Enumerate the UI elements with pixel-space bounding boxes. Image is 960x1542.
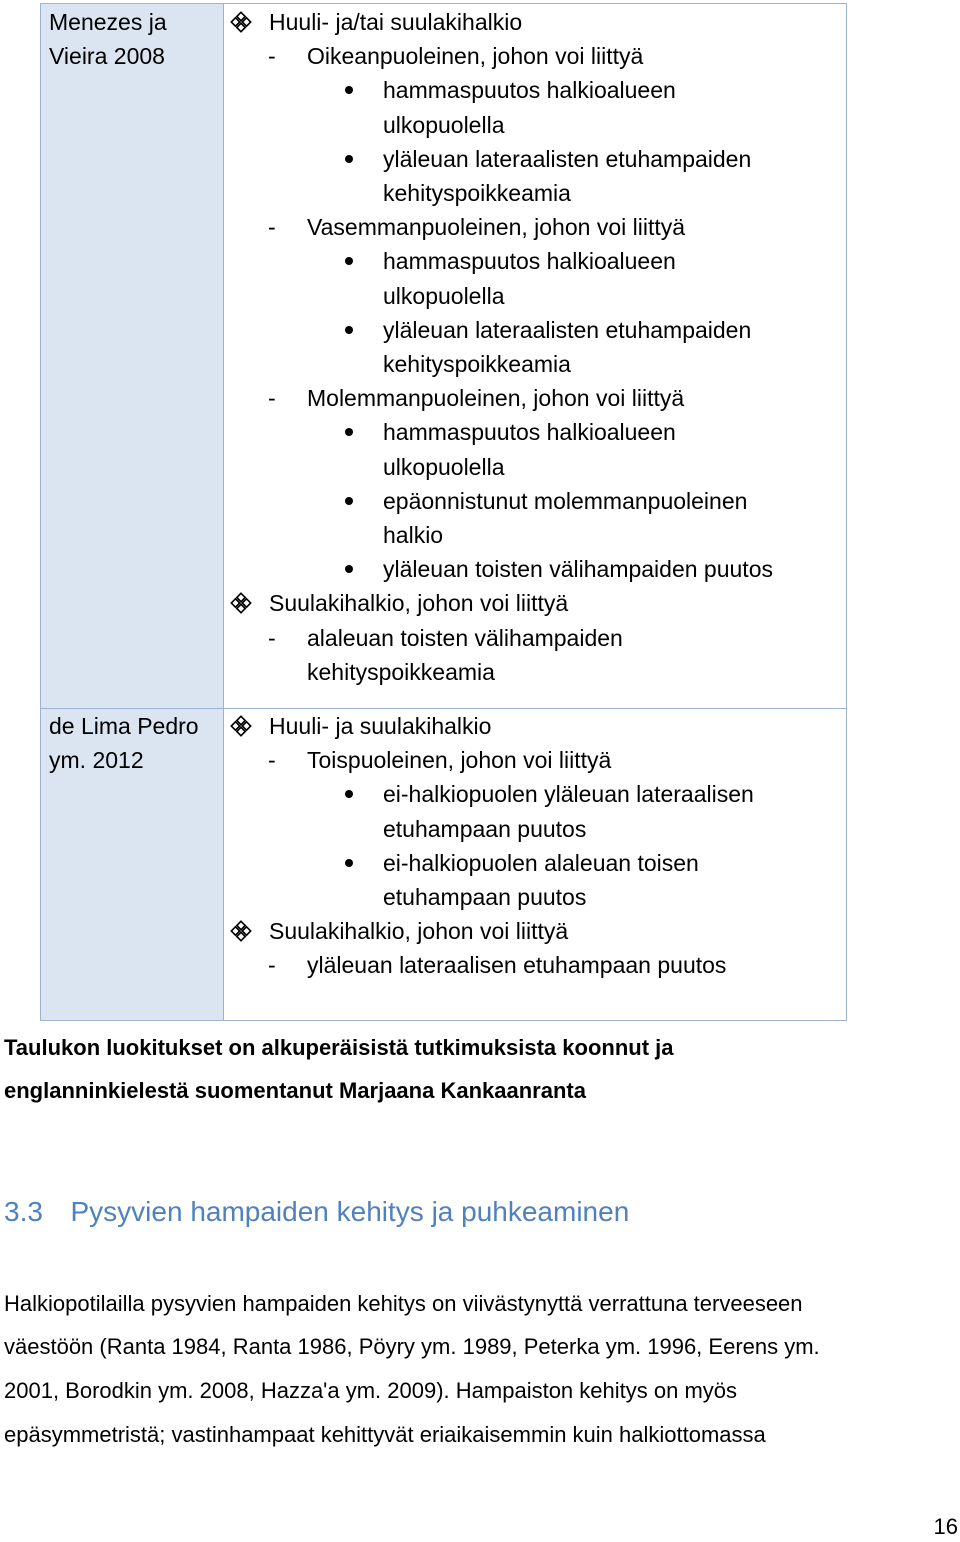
paragraph-line: Halkiopotilailla pysyvien hampaiden kehitys on viivästynyttä verrattuna terveeseen bbox=[4, 1291, 803, 1316]
finding-line: yläleuan lateraalisten etuhampaiden bbox=[383, 316, 752, 343]
paragraph-line: väestöön (Ranta 1984, Ranta 1986, Pöyry ym. 1989, Peterka ym. 1996, Eerens ym. bbox=[4, 1334, 820, 1359]
finding-line: etuhampaan puutos bbox=[383, 815, 587, 842]
finding-line: kehityspoikkeamia bbox=[383, 351, 571, 377]
table-caption-line: Taulukon luokitukset on alkuperäisistä tutkimuksista koonnut ja bbox=[4, 1035, 674, 1060]
round-bullet-icon bbox=[345, 428, 353, 436]
author-line: de Lima Pedro bbox=[49, 713, 199, 739]
subtype-line: yläleuan lateraalisen etuhampaan puutos bbox=[307, 952, 727, 979]
subtype-line: Vasemmanpuoleinen, johon voi liittyä bbox=[307, 214, 686, 241]
finding-line: hammaspuutos halkioalueen bbox=[383, 248, 676, 275]
round-bullet-icon bbox=[345, 86, 353, 94]
category-heading: Suulakihalkio, johon voi liittyä bbox=[269, 590, 569, 617]
category-heading: Huuli- ja suulakihalkio bbox=[269, 713, 492, 739]
finding-line: ei-halkiopuolen yläleuan lateraalisen bbox=[383, 781, 754, 808]
dash-bullet-icon: - bbox=[268, 952, 276, 979]
dash-bullet-icon: - bbox=[268, 214, 276, 241]
halkio-table bbox=[40, 3, 847, 1021]
diamond-bullet-icon bbox=[230, 715, 252, 737]
round-bullet-icon bbox=[345, 565, 353, 573]
subtype-line: kehityspoikkeamia bbox=[307, 658, 495, 685]
round-bullet-icon bbox=[345, 326, 353, 334]
category-heading: Huuli- ja/tai suulakihalkio bbox=[269, 9, 523, 35]
section-heading bbox=[4, 1192, 629, 1232]
author-line: Menezes ja bbox=[49, 9, 167, 35]
round-bullet-icon bbox=[345, 859, 353, 867]
author-cell bbox=[49, 5, 221, 73]
diamond-bullet-icon bbox=[230, 11, 252, 33]
finding-line: hammaspuutos halkioalueen bbox=[383, 77, 676, 104]
dash-bullet-icon: - bbox=[268, 43, 276, 70]
round-bullet-icon bbox=[345, 497, 353, 505]
finding-line: epäonnistunut molemmanpuoleinen bbox=[383, 487, 748, 514]
finding-line: ei-halkiopuolen alaleuan toisen bbox=[383, 849, 699, 876]
finding-line: ulkopuolella bbox=[383, 282, 505, 309]
round-bullet-icon bbox=[345, 790, 353, 798]
finding-line: halkio bbox=[383, 522, 444, 548]
round-bullet-icon bbox=[345, 257, 353, 265]
finding-line: hammaspuutos halkioalueen bbox=[383, 419, 676, 446]
subtype-line: Oikeanpuoleinen, johon voi liittyä bbox=[307, 43, 644, 70]
author-line: ym. 2012 bbox=[49, 747, 144, 773]
paragraph-line: 2001, Borodkin ym. 2008, Hazza'a ym. 2009). Hampaiston kehitys on myös bbox=[4, 1378, 738, 1403]
round-bullet-icon bbox=[345, 155, 353, 163]
author-column bbox=[41, 4, 224, 1020]
author-cell bbox=[49, 709, 221, 777]
dash-bullet-icon: - bbox=[268, 747, 276, 774]
finding-line: yläleuan lateraalisten etuhampaiden bbox=[383, 145, 752, 172]
finding-line: etuhampaan puutos bbox=[383, 884, 587, 910]
finding-line: ulkopuolella bbox=[383, 111, 505, 138]
table-caption-line: englanninkielestä suomentanut Marjaana Kankaanranta bbox=[4, 1078, 586, 1103]
paragraph-line: epäsymmetristä; vastinhampaat kehittyvät eriaikaisemmin kuin halkiottomassa bbox=[4, 1422, 766, 1447]
subtype-line: Toispuoleinen, johon voi liittyä bbox=[307, 747, 612, 774]
subtype-line: alaleuan toisten välihampaiden bbox=[307, 624, 623, 651]
category-heading: Suulakihalkio, johon voi liittyä bbox=[269, 918, 569, 945]
section-number: 3.3 bbox=[4, 1196, 43, 1227]
page-number: 16 bbox=[933, 1514, 958, 1539]
finding-line: ulkopuolella bbox=[383, 453, 505, 480]
subtype-line: Molemmanpuoleinen, johon voi liittyä bbox=[307, 385, 685, 412]
dash-bullet-icon: - bbox=[268, 624, 276, 651]
finding-line: yläleuan toisten välihampaiden puutos bbox=[383, 556, 773, 583]
dash-bullet-icon: - bbox=[268, 385, 276, 412]
author-line: Vieira 2008 bbox=[49, 43, 165, 69]
section-title: Pysyvien hampaiden kehitys ja puhkeaminen bbox=[70, 1196, 630, 1227]
diamond-bullet-icon bbox=[230, 920, 252, 942]
finding-line: kehityspoikkeamia bbox=[383, 180, 571, 206]
diamond-bullet-icon bbox=[230, 592, 252, 614]
